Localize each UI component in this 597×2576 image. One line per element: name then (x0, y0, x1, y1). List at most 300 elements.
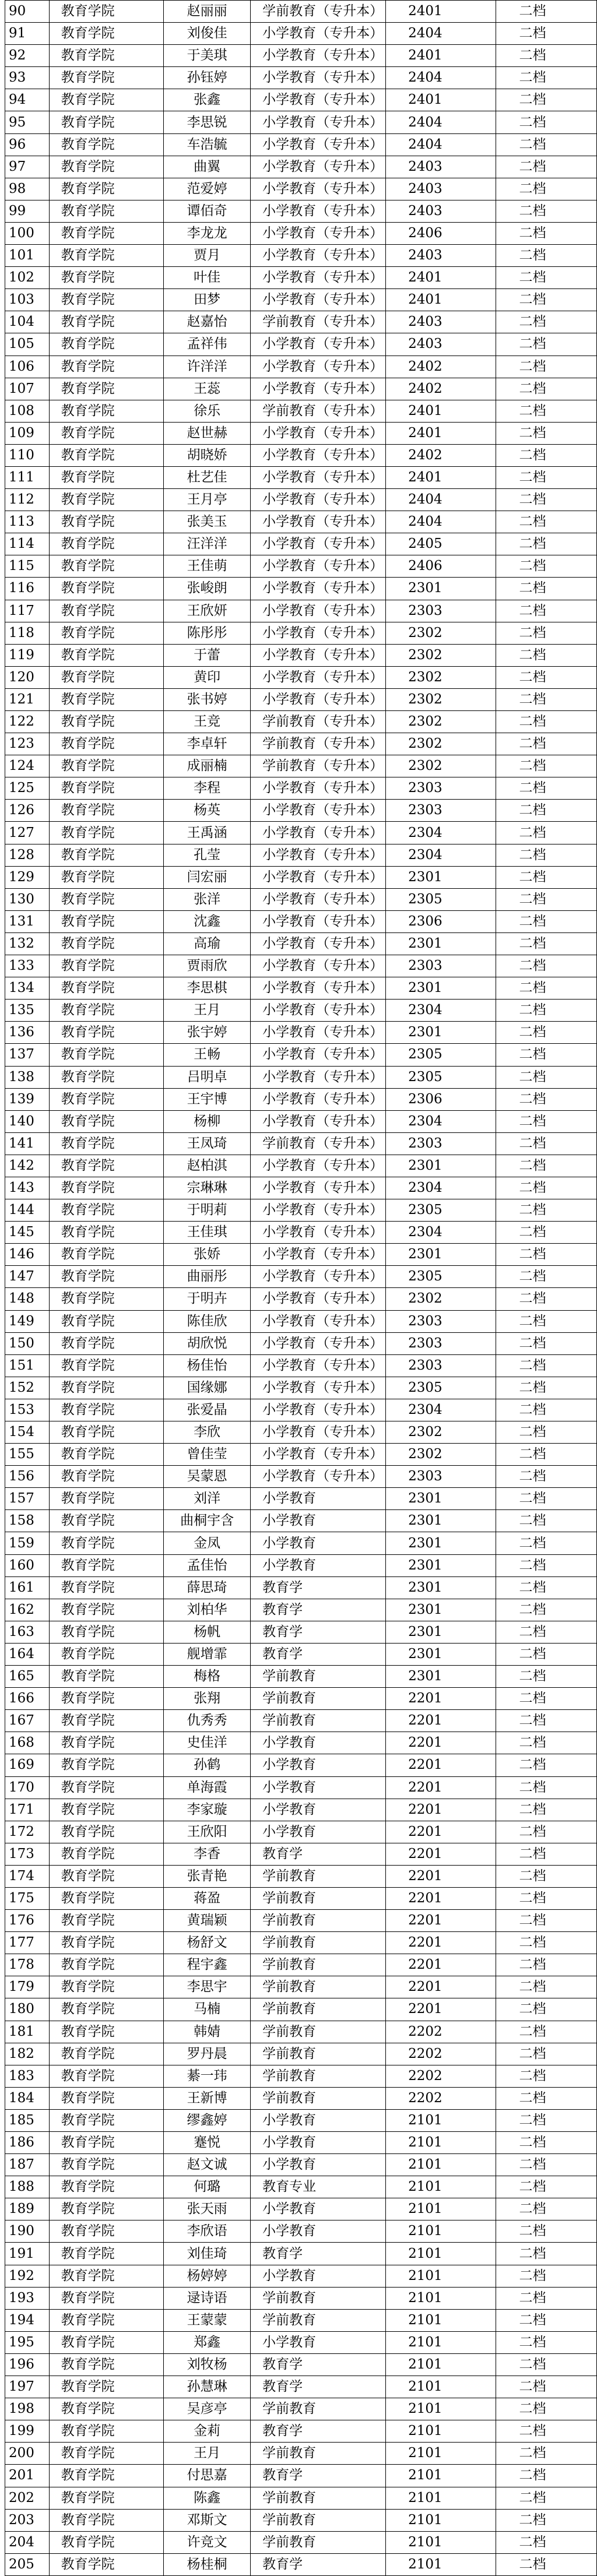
cell-grade-level: 二档 (496, 1776, 596, 1799)
cell-grade-level: 二档 (496, 1488, 596, 1510)
cell-grade-level: 二档 (496, 1799, 596, 1821)
table-row (5, 533, 597, 555)
cell-major: 学前教育 (251, 2443, 386, 2465)
table-row (5, 245, 597, 267)
cell-class: 2101 (386, 2443, 496, 2465)
cell-major: 小学教育 (251, 2265, 386, 2287)
cell-college: 教育学院 (49, 1266, 163, 1288)
cell-student-name: 赵嘉怡 (164, 311, 251, 333)
cell-index: 167 (5, 1710, 50, 1732)
table-row (5, 555, 597, 578)
cell-student-name: 许竞文 (164, 2531, 251, 2553)
cell-college: 教育学院 (49, 511, 163, 533)
cell-index: 202 (5, 2487, 50, 2509)
cell-major: 小学教育（专升本） (251, 1421, 386, 1444)
cell-student-name: 孙钰婷 (164, 67, 251, 89)
cell-grade-level: 二档 (496, 2420, 596, 2443)
cell-student-name: 舰增霏 (164, 1643, 251, 1665)
cell-major: 小学教育（专升本） (251, 333, 386, 356)
table-row (5, 2087, 597, 2109)
cell-index: 193 (5, 2287, 50, 2309)
cell-grade-level: 二档 (496, 1222, 596, 1244)
cell-class: 2402 (386, 444, 496, 466)
table-row (5, 289, 597, 311)
cell-student-name: 何璐 (164, 2176, 251, 2198)
table-row (5, 2287, 597, 2309)
cell-class: 2201 (386, 1732, 496, 1754)
cell-index: 115 (5, 555, 50, 578)
cell-class: 2406 (386, 222, 496, 244)
cell-student-name: 缪鑫婷 (164, 2109, 251, 2131)
cell-grade-level: 二档 (496, 1666, 596, 1688)
cell-student-name: 王新博 (164, 2087, 251, 2109)
cell-index: 139 (5, 1088, 50, 1110)
table-row (5, 1799, 597, 1821)
table-row (5, 1998, 597, 2021)
cell-index: 97 (5, 156, 50, 178)
cell-student-name: 付思嘉 (164, 2465, 251, 2487)
table-row (5, 1044, 597, 1066)
table-row (5, 2154, 597, 2176)
cell-student-name: 王月 (164, 1000, 251, 1022)
cell-grade-level: 二档 (496, 1910, 596, 1932)
cell-major: 学前教育 (251, 1910, 386, 1932)
cell-class: 2101 (386, 2487, 496, 2509)
cell-college: 教育学院 (49, 111, 163, 133)
cell-major: 小学教育（专升本） (251, 1022, 386, 1044)
cell-index: 190 (5, 2220, 50, 2243)
cell-index: 141 (5, 1132, 50, 1155)
cell-index: 161 (5, 1576, 50, 1599)
cell-class: 2401 (386, 267, 496, 289)
table-row (5, 2376, 597, 2398)
cell-college: 教育学院 (49, 444, 163, 466)
cell-class: 2201 (386, 1754, 496, 1776)
table-row (5, 2265, 597, 2287)
table-row (5, 1776, 597, 1799)
cell-major: 学前教育 (251, 1666, 386, 1688)
cell-grade-level: 二档 (496, 1732, 596, 1754)
cell-student-name: 李龙龙 (164, 222, 251, 244)
table-row (5, 1710, 597, 1732)
cell-student-name: 蹇悦 (164, 2132, 251, 2154)
cell-student-name: 李家璇 (164, 1799, 251, 1821)
cell-index: 104 (5, 311, 50, 333)
cell-class: 2401 (386, 466, 496, 488)
cell-class: 2303 (386, 1310, 496, 1332)
cell-major: 小学教育（专升本） (251, 1222, 386, 1244)
cell-major: 小学教育（专升本） (251, 45, 386, 67)
cell-class: 2201 (386, 1998, 496, 2021)
cell-index: 130 (5, 888, 50, 910)
cell-class: 2404 (386, 489, 496, 511)
table-row (5, 2243, 597, 2265)
cell-grade-level: 二档 (496, 511, 596, 533)
cell-college: 教育学院 (49, 1621, 163, 1643)
cell-grade-level: 二档 (496, 2553, 596, 2575)
cell-major: 小学教育（专升本） (251, 1466, 386, 1488)
cell-student-name: 赵柏淇 (164, 1155, 251, 1177)
cell-college: 教育学院 (49, 1110, 163, 1132)
table-row (5, 1666, 597, 1688)
cell-student-name: 马楠 (164, 1998, 251, 2021)
table-row (5, 133, 597, 156)
cell-class: 2302 (386, 1444, 496, 1466)
cell-class: 2303 (386, 800, 496, 822)
cell-index: 134 (5, 977, 50, 1000)
cell-major: 教育学 (251, 1576, 386, 1599)
cell-grade-level: 二档 (496, 2465, 596, 2487)
cell-index: 146 (5, 1244, 50, 1266)
cell-college: 教育学院 (49, 1532, 163, 1554)
cell-grade-level: 二档 (496, 1710, 596, 1732)
cell-college: 教育学院 (49, 1865, 163, 1887)
cell-student-name: 张美玉 (164, 511, 251, 533)
cell-major: 教育学 (251, 1599, 386, 1621)
cell-grade-level: 二档 (496, 622, 596, 644)
cell-index: 155 (5, 1444, 50, 1466)
cell-grade-level: 二档 (496, 822, 596, 844)
cell-college: 教育学院 (49, 1088, 163, 1110)
cell-student-name: 王佳琪 (164, 1222, 251, 1244)
cell-grade-level: 二档 (496, 1044, 596, 1066)
cell-index: 124 (5, 755, 50, 777)
cell-major: 学前教育（专升本） (251, 755, 386, 777)
cell-class: 2304 (386, 1177, 496, 1199)
cell-grade-level: 二档 (496, 555, 596, 578)
cell-college: 教育学院 (49, 133, 163, 156)
cell-grade-level: 二档 (496, 67, 596, 89)
table-row (5, 1976, 597, 1998)
cell-student-name: 沈鑫 (164, 910, 251, 932)
cell-student-name: 王畅 (164, 1044, 251, 1066)
table-row (5, 1377, 597, 1399)
cell-college: 教育学院 (49, 1310, 163, 1332)
cell-grade-level: 二档 (496, 666, 596, 688)
cell-class: 2201 (386, 1821, 496, 1843)
cell-college: 教育学院 (49, 822, 163, 844)
cell-college: 教育学院 (49, 2353, 163, 2376)
cell-student-name: 王欣阳 (164, 1821, 251, 1843)
cell-college: 教育学院 (49, 600, 163, 622)
cell-college: 教育学院 (49, 688, 163, 710)
cell-student-name: 杜艺佳 (164, 466, 251, 488)
table-row (5, 1022, 597, 1044)
table-row (5, 2487, 597, 2509)
cell-college: 教育学院 (49, 245, 163, 267)
cell-grade-level: 二档 (496, 1088, 596, 1110)
cell-college: 教育学院 (49, 2331, 163, 2353)
cell-college: 教育学院 (49, 1222, 163, 1244)
cell-index: 198 (5, 2398, 50, 2420)
cell-index: 158 (5, 1510, 50, 1532)
cell-student-name: 王欣妍 (164, 600, 251, 622)
cell-student-name: 刘牧杨 (164, 2353, 251, 2376)
cell-grade-level: 二档 (496, 1865, 596, 1887)
cell-grade-level: 二档 (496, 289, 596, 311)
cell-college: 教育学院 (49, 1910, 163, 1932)
cell-grade-level: 二档 (496, 356, 596, 378)
cell-student-name: 刘柏华 (164, 1599, 251, 1621)
cell-student-name: 杨婷婷 (164, 2265, 251, 2287)
cell-major: 学前教育 (251, 2287, 386, 2309)
cell-college: 教育学院 (49, 2176, 163, 2198)
cell-college: 教育学院 (49, 1155, 163, 1177)
cell-student-name: 李卓轩 (164, 733, 251, 755)
cell-major: 小学教育（专升本） (251, 356, 386, 378)
cell-college: 教育学院 (49, 2132, 163, 2154)
cell-index: 159 (5, 1532, 50, 1554)
cell-class: 2304 (386, 1000, 496, 1022)
cell-college: 教育学院 (49, 2243, 163, 2265)
cell-class: 2303 (386, 1132, 496, 1155)
cell-grade-level: 二档 (496, 800, 596, 822)
cell-class: 2305 (386, 1066, 496, 1088)
cell-class: 2101 (386, 2553, 496, 2575)
cell-grade-level: 二档 (496, 2198, 596, 2220)
table-row (5, 1399, 597, 1421)
cell-class: 2101 (386, 2243, 496, 2265)
cell-student-name: 李欣 (164, 1421, 251, 1444)
cell-student-name: 赵世赫 (164, 422, 251, 444)
cell-class: 2302 (386, 666, 496, 688)
table-row (5, 777, 597, 800)
cell-index: 163 (5, 1621, 50, 1643)
cell-student-name: 李欣语 (164, 2220, 251, 2243)
cell-student-name: 孙鹤 (164, 1754, 251, 1776)
cell-class: 2403 (386, 311, 496, 333)
cell-index: 148 (5, 1288, 50, 1310)
table-row (5, 1510, 597, 1532)
cell-student-name: 李思锐 (164, 111, 251, 133)
cell-student-name: 张峻朗 (164, 578, 251, 600)
cell-class: 2302 (386, 711, 496, 733)
cell-grade-level: 二档 (496, 444, 596, 466)
table-row (5, 1066, 597, 1088)
cell-index: 119 (5, 644, 50, 666)
cell-college: 教育学院 (49, 2398, 163, 2420)
cell-class: 2404 (386, 67, 496, 89)
cell-grade-level: 二档 (496, 755, 596, 777)
cell-class: 2302 (386, 733, 496, 755)
cell-class: 2101 (386, 2198, 496, 2220)
cell-index: 99 (5, 200, 50, 222)
cell-student-name: 陈佳欣 (164, 1310, 251, 1332)
table-row (5, 1621, 597, 1643)
cell-class: 2101 (386, 2398, 496, 2420)
cell-student-name: 李程 (164, 777, 251, 800)
cell-class: 2304 (386, 1399, 496, 1421)
cell-major: 学前教育 (251, 2021, 386, 2043)
cell-major: 小学教育（专升本） (251, 688, 386, 710)
table-row (5, 1155, 597, 1177)
table-row (5, 955, 597, 977)
cell-grade-level: 二档 (496, 378, 596, 400)
cell-class: 2101 (386, 2220, 496, 2243)
table-row (5, 733, 597, 755)
cell-grade-level: 二档 (496, 1954, 596, 1976)
cell-grade-level: 二档 (496, 2509, 596, 2531)
cell-grade-level: 二档 (496, 267, 596, 289)
cell-major: 小学教育（专升本） (251, 578, 386, 600)
table-row (5, 2553, 597, 2575)
student-list-table (5, 0, 597, 2576)
cell-student-name: 金凤 (164, 1532, 251, 1554)
cell-major: 小学教育 (251, 2109, 386, 2131)
cell-student-name: 綦一玮 (164, 2065, 251, 2087)
cell-index: 165 (5, 1666, 50, 1688)
cell-student-name: 曲翼 (164, 156, 251, 178)
cell-major: 学前教育（专升本） (251, 1, 386, 23)
cell-student-name: 黄印 (164, 666, 251, 688)
cell-grade-level: 二档 (496, 178, 596, 200)
cell-grade-level: 二档 (496, 1821, 596, 1843)
cell-class: 2305 (386, 1199, 496, 1222)
cell-index: 114 (5, 533, 50, 555)
table-row (5, 2021, 597, 2043)
cell-student-name: 孟佳怡 (164, 1554, 251, 1576)
cell-class: 2404 (386, 133, 496, 156)
cell-class: 2202 (386, 2087, 496, 2109)
cell-class: 2304 (386, 1222, 496, 1244)
cell-class: 2303 (386, 1332, 496, 1354)
cell-index: 121 (5, 688, 50, 710)
table-row (5, 1887, 597, 1909)
cell-student-name: 闫宏丽 (164, 866, 251, 888)
cell-grade-level: 二档 (496, 1110, 596, 1132)
cell-student-name: 黄瑞颖 (164, 1910, 251, 1932)
cell-student-name: 张爱晶 (164, 1399, 251, 1421)
cell-grade-level: 二档 (496, 1310, 596, 1332)
cell-index: 123 (5, 733, 50, 755)
cell-student-name: 吴彦亭 (164, 2398, 251, 2420)
cell-student-name: 张洋 (164, 888, 251, 910)
cell-index: 191 (5, 2243, 50, 2265)
table-row (5, 1244, 597, 1266)
cell-grade-level: 二档 (496, 1621, 596, 1643)
cell-index: 170 (5, 1776, 50, 1799)
cell-class: 2201 (386, 1887, 496, 1909)
cell-student-name: 于美琪 (164, 45, 251, 67)
cell-grade-level: 二档 (496, 245, 596, 267)
table-row (5, 1576, 597, 1599)
cell-class: 2304 (386, 844, 496, 866)
cell-grade-level: 二档 (496, 1199, 596, 1222)
cell-college: 教育学院 (49, 378, 163, 400)
cell-student-name: 吕明卓 (164, 1066, 251, 1088)
cell-index: 91 (5, 23, 50, 45)
cell-major: 小学教育（专升本） (251, 89, 386, 111)
cell-college: 教育学院 (49, 1843, 163, 1865)
cell-grade-level: 二档 (496, 533, 596, 555)
cell-major: 小学教育（专升本） (251, 489, 386, 511)
cell-student-name: 罗丹晨 (164, 2043, 251, 2065)
cell-index: 153 (5, 1399, 50, 1421)
cell-student-name: 杨英 (164, 800, 251, 822)
cell-student-name: 王竞 (164, 711, 251, 733)
table-row (5, 600, 597, 622)
cell-college: 教育学院 (49, 2021, 163, 2043)
cell-grade-level: 二档 (496, 1976, 596, 1998)
cell-index: 203 (5, 2509, 50, 2531)
table-row (5, 688, 597, 710)
cell-index: 188 (5, 2176, 50, 2198)
table-row (5, 2398, 597, 2420)
cell-major: 学前教育 (251, 2065, 386, 2087)
cell-major: 小学教育（专升本） (251, 1266, 386, 1288)
cell-major: 学前教育 (251, 1887, 386, 1909)
cell-index: 162 (5, 1599, 50, 1621)
cell-college: 教育学院 (49, 2553, 163, 2575)
cell-student-name: 孟祥伟 (164, 333, 251, 356)
cell-index: 125 (5, 777, 50, 800)
cell-college: 教育学院 (49, 1044, 163, 1066)
cell-major: 小学教育（专升本） (251, 23, 386, 45)
cell-index: 199 (5, 2420, 50, 2443)
cell-major: 学前教育 (251, 2398, 386, 2420)
cell-index: 152 (5, 1377, 50, 1399)
cell-class: 2301 (386, 1666, 496, 1688)
cell-college: 教育学院 (49, 1510, 163, 1532)
cell-grade-level: 二档 (496, 1887, 596, 1909)
cell-index: 112 (5, 489, 50, 511)
table-row (5, 2509, 597, 2531)
cell-major: 小学教育 (251, 1488, 386, 1510)
cell-class: 2305 (386, 1266, 496, 1288)
cell-major: 学前教育 (251, 1998, 386, 2021)
cell-grade-level: 二档 (496, 2353, 596, 2376)
cell-student-name: 张鑫 (164, 89, 251, 111)
cell-index: 138 (5, 1066, 50, 1088)
table-row (5, 378, 597, 400)
table-row (5, 1688, 597, 1710)
cell-student-name: 贾雨欣 (164, 955, 251, 977)
cell-class: 2302 (386, 1288, 496, 1310)
cell-major: 学前教育（专升本） (251, 400, 386, 422)
table-row (5, 866, 597, 888)
cell-college: 教育学院 (49, 2376, 163, 2398)
cell-major: 教育学 (251, 2353, 386, 2376)
cell-index: 103 (5, 289, 50, 311)
cell-major: 学前教育 (251, 2309, 386, 2331)
cell-college: 教育学院 (49, 2043, 163, 2065)
cell-student-name: 王蕊 (164, 378, 251, 400)
cell-major: 小学教育（专升本） (251, 1444, 386, 1466)
cell-grade-level: 二档 (496, 1244, 596, 1266)
cell-index: 129 (5, 866, 50, 888)
table-row (5, 2220, 597, 2243)
cell-grade-level: 二档 (496, 2309, 596, 2331)
table-row (5, 2443, 597, 2465)
cell-college: 教育学院 (49, 466, 163, 488)
cell-grade-level: 二档 (496, 1399, 596, 1421)
table-row (5, 466, 597, 488)
cell-index: 127 (5, 822, 50, 844)
table-row (5, 1354, 597, 1377)
cell-college: 教育学院 (49, 1066, 163, 1088)
cell-class: 2304 (386, 1110, 496, 1132)
cell-student-name: 陈彤彤 (164, 622, 251, 644)
cell-class: 2406 (386, 555, 496, 578)
cell-class: 2101 (386, 2132, 496, 2154)
cell-class: 2101 (386, 2176, 496, 2198)
cell-student-name: 王佳萌 (164, 555, 251, 578)
cell-college: 教育学院 (49, 800, 163, 822)
cell-grade-level: 二档 (496, 844, 596, 866)
cell-index: 174 (5, 1865, 50, 1887)
cell-index: 96 (5, 133, 50, 156)
cell-major: 小学教育（专升本） (251, 888, 386, 910)
